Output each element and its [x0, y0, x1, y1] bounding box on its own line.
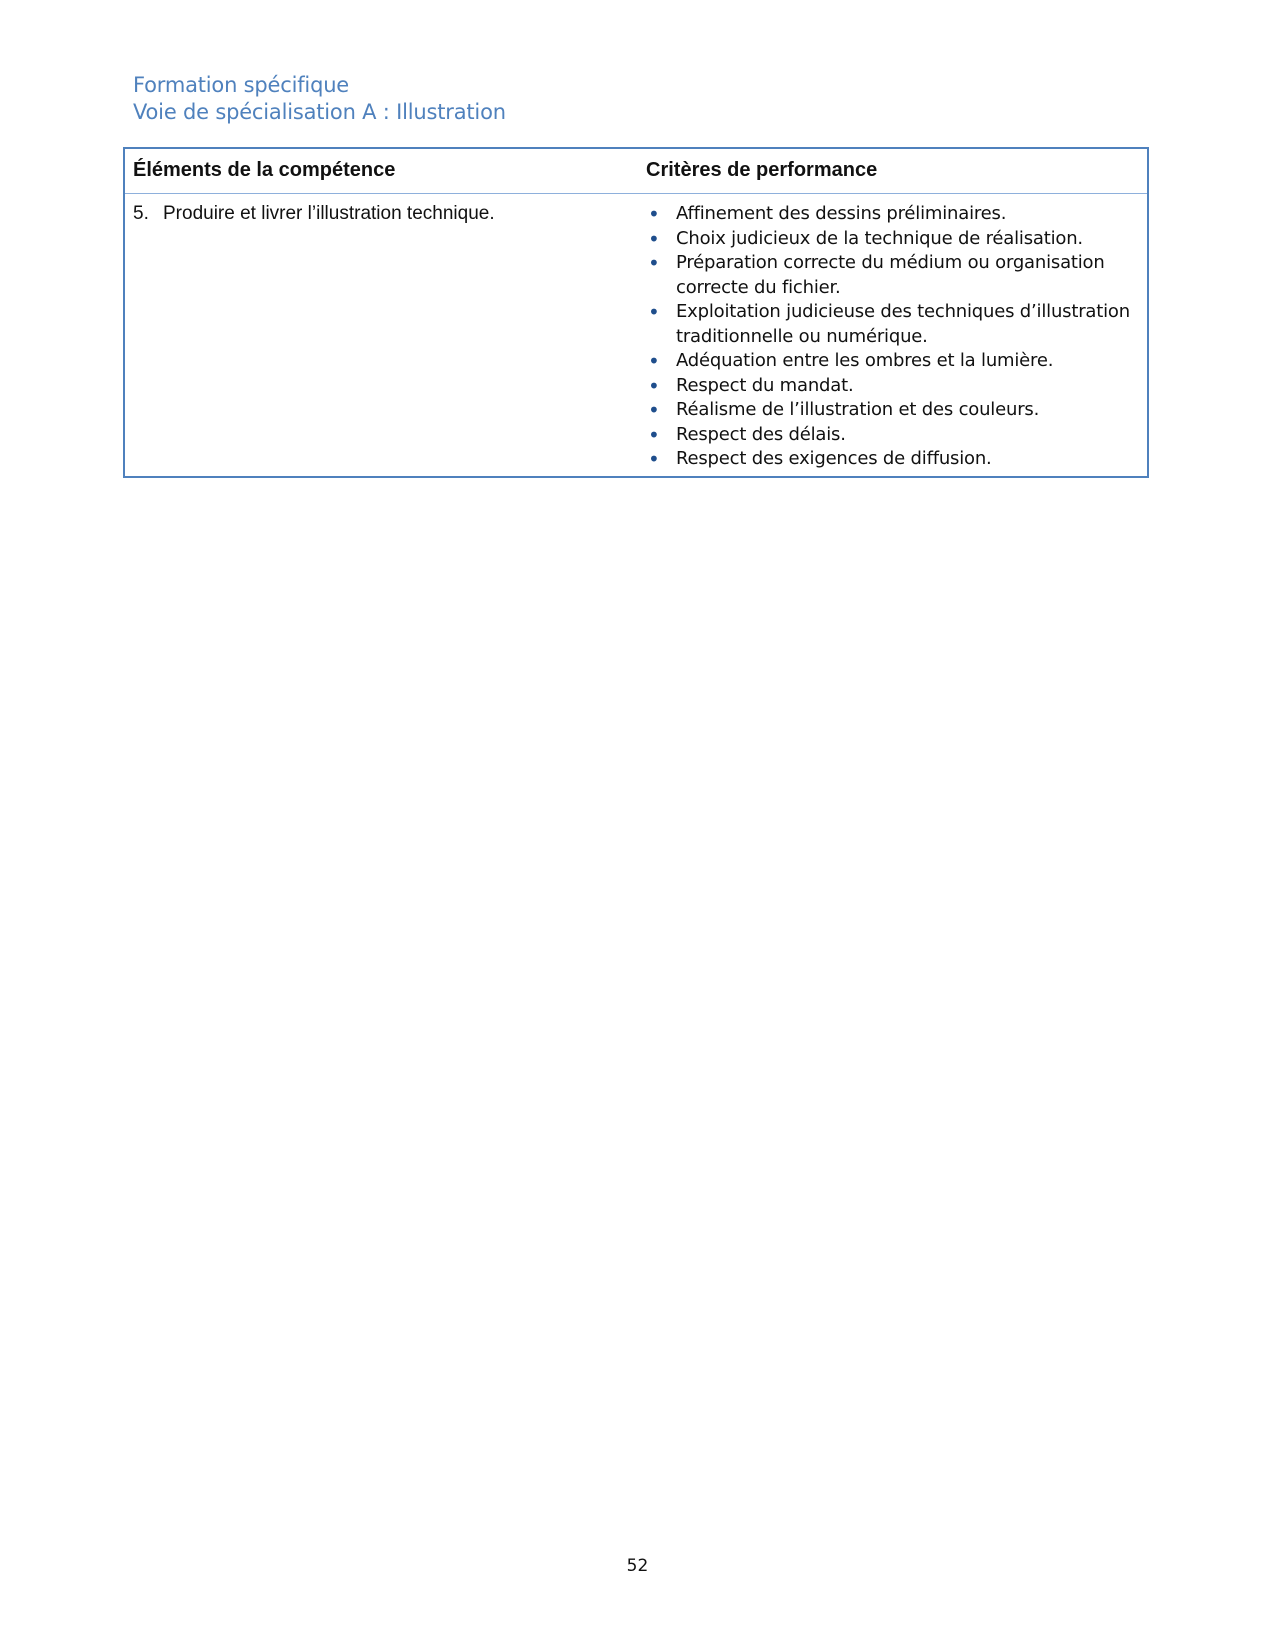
criteria-item	[646, 398, 1139, 423]
bullet-icon: •	[648, 349, 660, 373]
criteria-text: Adéquation entre les ombres et la lumière.	[676, 350, 1054, 371]
bullet-icon: •	[648, 226, 660, 251]
element-number: 5.	[133, 203, 149, 224]
elements-column-header: Éléments de la compétence	[124, 148, 638, 194]
criteria-text: Respect des délais.	[676, 423, 846, 445]
criteria-text: Exploitation judicieuse des techniques d’illustration traditionnelle ou numérique.	[676, 301, 1130, 347]
criteria-column-header: Critères de performance	[638, 148, 1148, 194]
competence-table	[123, 147, 1149, 478]
criteria-text: Préparation correcte du médium ou organisation correcte du fichier.	[676, 252, 1105, 298]
criteria-text: Choix judicieux de la technique de réalisation.	[676, 227, 1083, 249]
criteria-text: Affinement des dessins préliminaires.	[676, 203, 1007, 224]
criteria-text: Respect des exigences de diffusion.	[676, 448, 992, 469]
page-number: 52	[626, 1556, 649, 1576]
bullet-icon: •	[648, 422, 660, 447]
criteria-item	[646, 202, 1139, 227]
bullet-icon: •	[648, 447, 660, 471]
table-header-row	[124, 148, 1148, 194]
criteria-text: Respect du mandat.	[676, 374, 854, 396]
criteria-text: Réalisme de l’illustration et des couleurs.	[676, 399, 1040, 420]
criteria-item	[646, 251, 1139, 300]
bullet-icon: •	[648, 202, 660, 226]
criteria-item	[646, 349, 1139, 374]
bullet-icon: •	[648, 251, 660, 275]
criteria-cell	[638, 194, 1148, 477]
subsection-title: Voie de spécialisation A : Illustration	[133, 100, 506, 124]
criteria-item	[646, 447, 1139, 472]
criteria-item	[646, 300, 1139, 349]
criteria-item	[646, 423, 1139, 448]
criteria-item	[646, 374, 1139, 399]
bullet-icon: •	[648, 300, 660, 324]
criteria-list	[646, 202, 1139, 472]
element-text: Produire et livrer l’illustration technique.	[163, 203, 495, 224]
element-item	[133, 202, 630, 226]
document-header	[133, 72, 506, 126]
table-row	[124, 194, 1148, 477]
element-cell	[124, 194, 638, 477]
section-title: Formation spécifique	[133, 73, 350, 97]
criteria-item	[646, 227, 1139, 252]
bullet-icon: •	[648, 398, 660, 422]
bullet-icon: •	[648, 373, 660, 398]
